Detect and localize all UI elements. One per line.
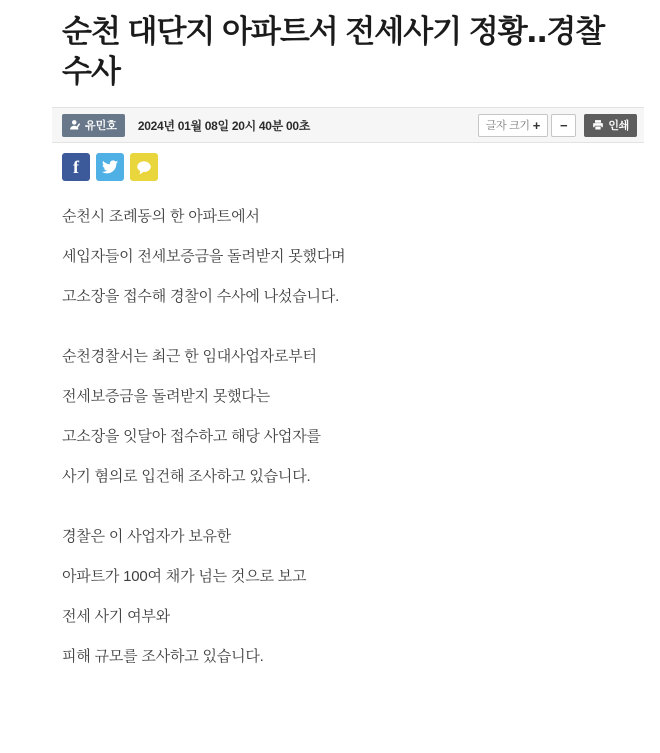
article-paragraph: 고소장을 잇달아 접수하고 해당 사업자를: [62, 428, 321, 445]
article-body: [62, 207, 637, 667]
font-size-decrease-button[interactable]: [551, 114, 576, 137]
font-size-label: 글자 크기: [485, 120, 530, 132]
article-paragraph: 고소장을 접수해 경찰이 수사에 나섰습니다.: [62, 288, 340, 305]
print-button[interactable]: [584, 114, 637, 137]
paragraph-group: [62, 207, 637, 307]
plus-icon: +: [532, 117, 541, 133]
minus-icon: −: [560, 117, 568, 133]
twitter-icon: [102, 160, 118, 174]
print-label: 인쇄: [608, 120, 629, 132]
paragraph-group: [62, 527, 637, 667]
kakaotalk-icon: [135, 159, 153, 176]
printer-icon: [592, 119, 604, 131]
article-paragraph: 피해 규모를 조사하고 있습니다.: [62, 648, 264, 665]
reporter-badge[interactable]: [62, 114, 125, 137]
twitter-share-button[interactable]: [96, 153, 124, 181]
paragraph-group: [62, 347, 637, 487]
article-title: 순천 대단지 아파트서 전세사기 정황‥경찰 수사: [62, 14, 605, 89]
article-paragraph: 전세보증금을 돌려받지 못했다는: [62, 388, 270, 405]
article-paragraph: 아파트가 100여 채가 넘는 것으로 보고: [62, 568, 307, 585]
article-paragraph: 세입자들이 전세보증금을 돌려받지 못했다며: [62, 248, 346, 265]
byline-bar: [52, 107, 644, 143]
article-paragraph: 경찰은 이 사업자가 보유한: [62, 528, 232, 545]
reporter-name: 유민호: [85, 119, 117, 132]
reporter-icon: [69, 119, 81, 131]
article-paragraph: 순천시 조례동의 한 아파트에서: [62, 208, 260, 225]
kakaotalk-share-button[interactable]: [130, 153, 158, 181]
font-size-increase-button[interactable]: [478, 114, 548, 137]
share-row: [62, 153, 660, 181]
article-date: 2024년 01월 08일 20시 40분 00초: [137, 118, 311, 133]
article-paragraph: 전세 사기 여부와: [62, 608, 170, 625]
article-paragraph: 사기 혐의로 입건해 조사하고 있습니다.: [62, 468, 311, 485]
facebook-share-button[interactable]: [62, 153, 90, 181]
facebook-icon: f: [73, 157, 79, 177]
article-paragraph: 순천경찰서는 최근 한 임대사업자로부터: [62, 348, 317, 365]
